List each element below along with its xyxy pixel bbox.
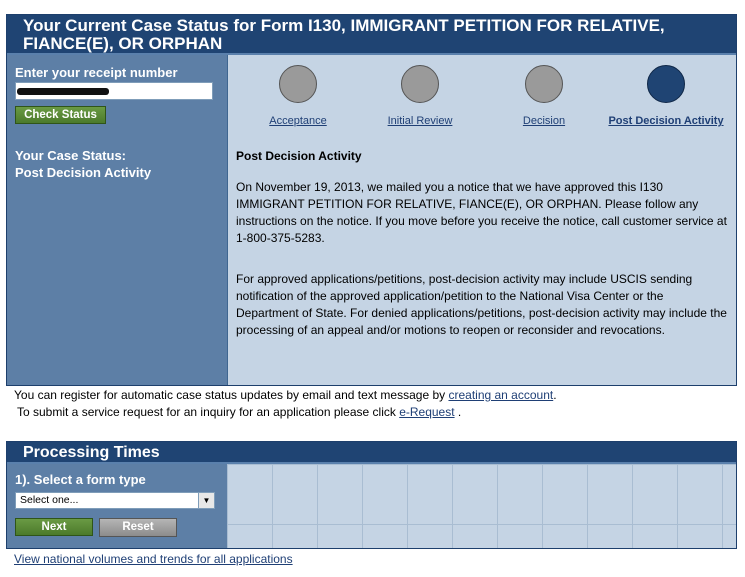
- step-circle-icon: [525, 65, 563, 103]
- case-status-value: Post Decision Activity: [15, 165, 152, 180]
- step-initial-review: [384, 65, 456, 127]
- e-request-link[interactable]: e-Request: [399, 405, 455, 419]
- processing-grid-area: [227, 464, 736, 548]
- select-form-label: 1). Select a form type: [15, 472, 146, 487]
- processing-times-panel: [6, 441, 737, 549]
- request-end: .: [454, 405, 462, 419]
- step-link-initial-review[interactable]: Initial Review: [387, 115, 453, 127]
- receipt-label: Enter your receipt number: [15, 65, 178, 80]
- title-line-1: Your Current Case Status for Form I130, IMMIGRANT PETITION FOR RELATIVE,: [23, 16, 665, 35]
- status-paragraph-2: For approved applications/petitions, post-decision activity may include USCIS sending notification of the approved application/petition to the National Visa Center or the Department of State. For denied applications/petitions, post-decision activity may include the processing of an appeal and/or motions to reopen or reconsider and revocations.: [236, 272, 727, 337]
- register-end: .: [553, 388, 557, 402]
- title-line-2: FIANCE(E), OR ORPHAN: [23, 34, 223, 53]
- chevron-down-icon[interactable]: ▼: [198, 493, 214, 508]
- case-status-header: [7, 15, 736, 55]
- case-right-column: [227, 55, 736, 385]
- creating-account-link[interactable]: creating an account: [448, 388, 554, 402]
- case-left-column: [7, 55, 227, 385]
- reset-button[interactable]: Reset: [99, 518, 177, 537]
- case-status-title: [23, 17, 723, 53]
- content-title: Post Decision Activity: [236, 149, 362, 163]
- form-type-select[interactable]: [15, 492, 215, 509]
- step-link-decision[interactable]: Decision: [522, 115, 566, 127]
- processing-left-column: [7, 464, 227, 548]
- step-circle-icon: [401, 65, 439, 103]
- step-link-acceptance[interactable]: Acceptance: [269, 115, 327, 127]
- request-text: To submit a service request for an inquiry for an application please click: [17, 405, 400, 419]
- case-status-panel: [6, 14, 737, 386]
- national-volumes-link[interactable]: View national volumes and trends for all applications: [14, 552, 293, 566]
- step-acceptance: [262, 65, 334, 127]
- register-info-line: [14, 388, 557, 402]
- redacted-receipt-number: [17, 88, 109, 95]
- form-type-selected-value: Select one...: [20, 494, 79, 506]
- status-paragraph-1: On November 19, 2013, we mailed you a notice that we have approved this I130 IMMIGRANT PETITION FOR RELATIVE, FIANCE(E), OR ORPHAN. Please follow any instructions on the notice. If you move before you receive the notice, call customer service at 1-800-375-5283.: [236, 180, 727, 245]
- processing-times-title: Processing Times: [23, 444, 160, 461]
- register-text: You can register for automatic case status updates by email and text message by: [14, 388, 449, 402]
- step-post-decision-activity: [606, 65, 726, 127]
- step-circle-active-icon: [647, 65, 685, 103]
- request-info-line: [17, 405, 461, 419]
- next-button[interactable]: Next: [15, 518, 93, 536]
- step-circle-icon: [279, 65, 317, 103]
- step-decision: [508, 65, 580, 127]
- case-status-label: Your Case Status:: [15, 148, 127, 163]
- check-status-button[interactable]: Check Status: [15, 106, 106, 124]
- processing-times-header: [7, 442, 736, 464]
- step-link-post-decision-activity[interactable]: Post Decision Activity: [608, 115, 724, 127]
